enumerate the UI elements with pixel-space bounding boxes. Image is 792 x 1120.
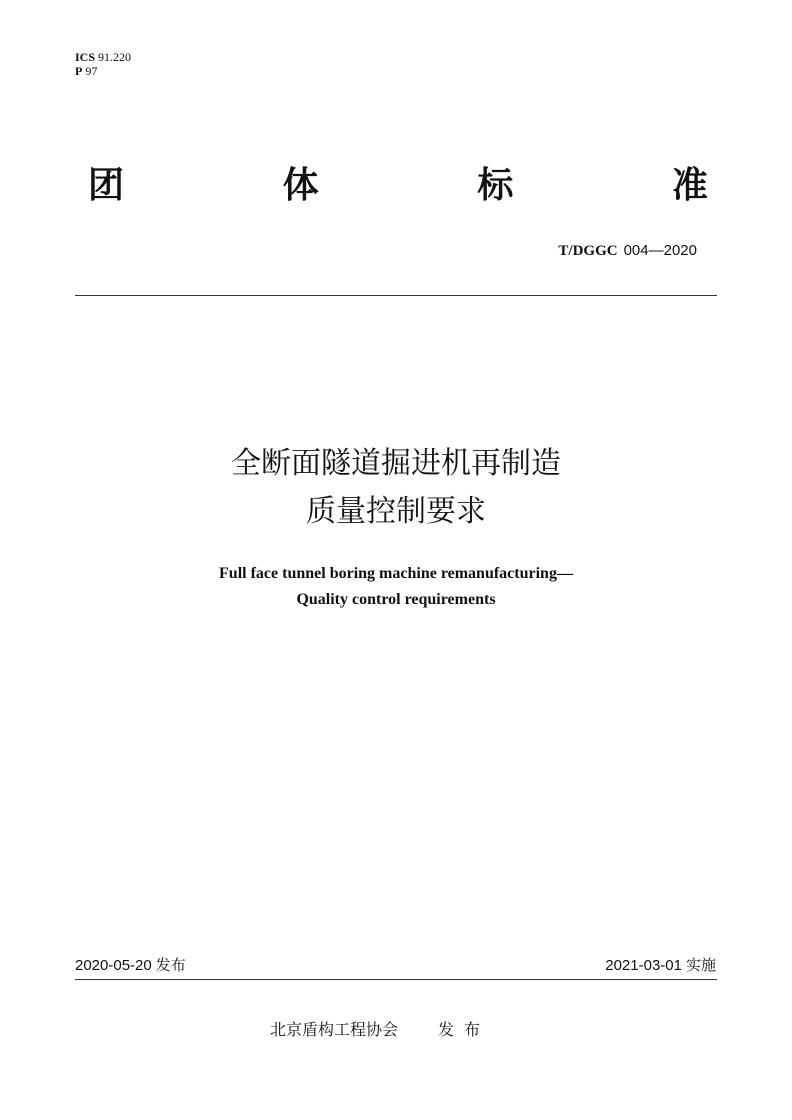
- standard-type-char: 标: [477, 165, 514, 206]
- standard-type-char: 团: [88, 165, 125, 206]
- header-divider: [75, 295, 717, 296]
- issue-date-value: 2020-05-20: [75, 957, 152, 974]
- standard-type-heading: [88, 162, 708, 210]
- ccs-line: [75, 64, 131, 78]
- implementation-date-value: 2021-03-01: [605, 957, 682, 974]
- implementation-date: [605, 955, 716, 976]
- ccs-label: P: [75, 64, 83, 78]
- title-cn-line1: 全断面隧道掘进机再制造: [231, 446, 561, 481]
- publisher-label: 发布: [438, 1020, 491, 1039]
- footer-divider: [75, 979, 717, 980]
- ics-line: [75, 50, 131, 64]
- ics-code: 91.220: [98, 50, 132, 64]
- title-cn-line2: 质量控制要求: [306, 494, 486, 529]
- standard-code-number: 004—2020: [623, 242, 697, 259]
- issue-date-label: 发布: [155, 956, 186, 974]
- publisher-name: 北京盾构工程协会: [270, 1020, 399, 1039]
- standard-code: [558, 240, 697, 261]
- implementation-date-label: 实施: [685, 956, 716, 974]
- ics-label: ICS: [75, 50, 96, 64]
- ccs-code: 97: [85, 64, 98, 78]
- issue-date: [75, 955, 186, 976]
- title-en-line2: Quality control requirements: [296, 591, 496, 608]
- standard-code-prefix: T/DGGC: [558, 243, 618, 259]
- standard-type-char: 体: [282, 165, 319, 206]
- publisher: [270, 1018, 490, 1042]
- title-en-line1: Full face tunnel boring machine remanufacturing—: [219, 565, 573, 582]
- standard-type-char: 准: [671, 165, 708, 206]
- classification-block: [75, 50, 131, 78]
